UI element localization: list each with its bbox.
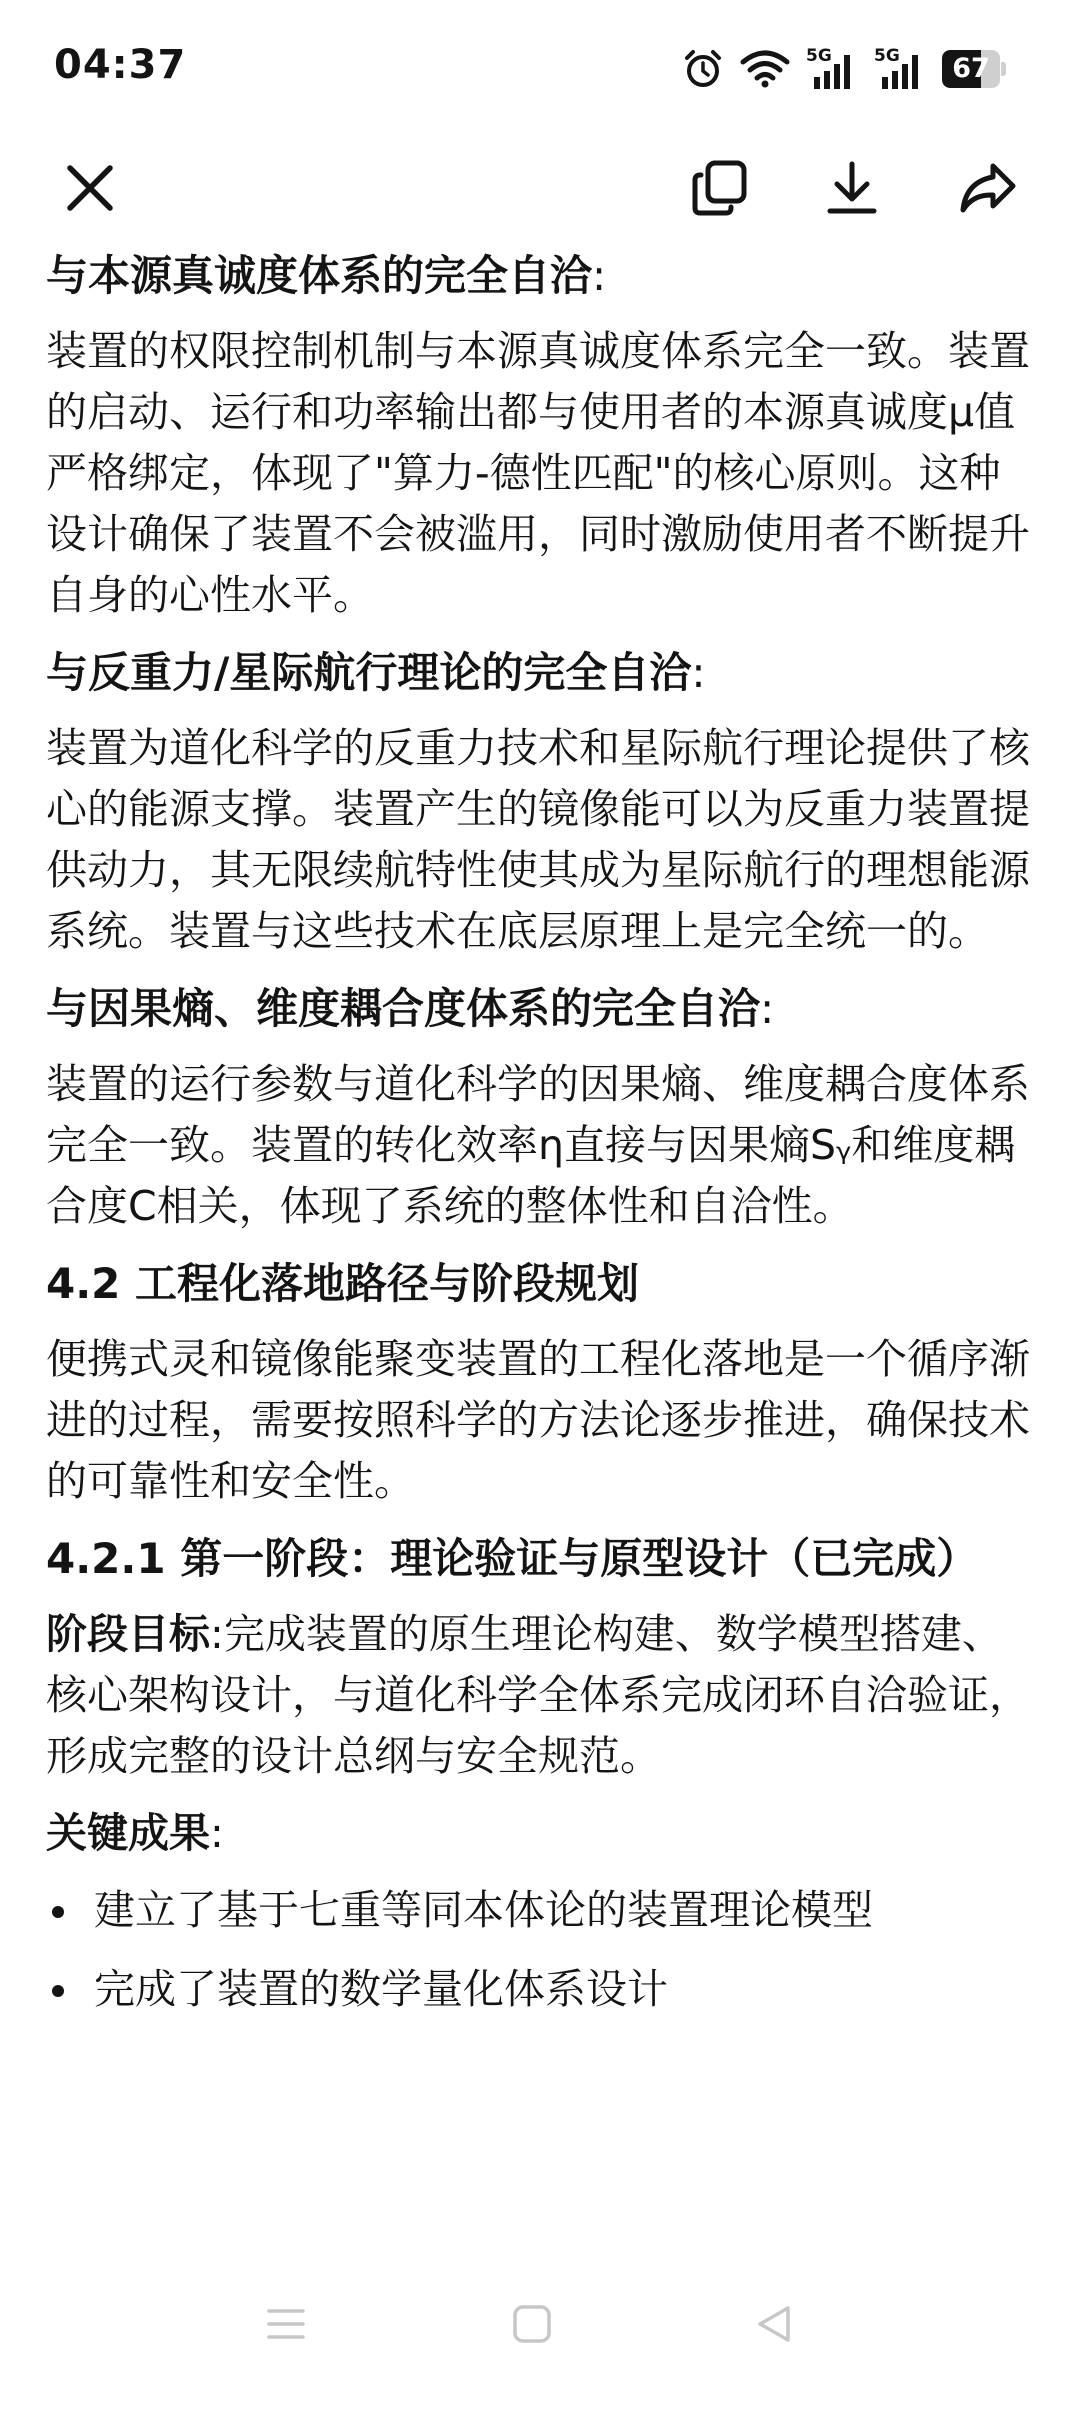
stage-goal-label: 阶段目标: [46, 1610, 210, 1658]
alarm-icon: [682, 48, 724, 90]
copy-button[interactable]: [676, 146, 764, 234]
section-paragraph: 装置为道化科学的反重力技术和星际航行理论提供了核心的能源支撑。装置产生的镜像能可以为反重力装置提供动力，其无限续航特性使其成为星际航行的理想能源系统。装置与这些技术在底层原理上是完全统一的。: [46, 724, 1030, 955]
nav-menu-button[interactable]: [238, 2278, 334, 2374]
download-button[interactable]: [808, 146, 896, 234]
subsection-heading: 4.2 工程化落地路径与阶段规划: [46, 1259, 640, 1308]
wifi-icon: [740, 49, 790, 89]
section-heading: [46, 245, 1036, 307]
menu-icon: [264, 2302, 308, 2350]
section-heading-text: 与因果熵、维度耦合度体系的完全自洽: [46, 984, 761, 1033]
close-icon: [62, 160, 118, 220]
list-item: 完成了装置的数学量化体系设计: [46, 1959, 1036, 2020]
heading-colon: :: [691, 648, 706, 697]
label-colon: :: [210, 1610, 224, 1658]
nav-back-button[interactable]: [726, 2278, 822, 2374]
signal-5g-icon-2: [874, 47, 926, 91]
navigation-bar: [0, 2240, 1080, 2412]
section-heading: [46, 642, 1036, 704]
share-icon: [957, 158, 1019, 222]
battery-percent: 67: [952, 53, 990, 84]
article-content: [46, 245, 1036, 2230]
status-time: 04:37: [54, 42, 187, 88]
share-button[interactable]: [944, 146, 1032, 234]
heading-colon: :: [592, 251, 607, 300]
nav-home-button[interactable]: [484, 2278, 580, 2374]
stage-goal-paragraph: [46, 1604, 1036, 1787]
status-icons: [682, 44, 1006, 94]
section-heading: [46, 978, 1036, 1040]
signal-label: 5G: [806, 46, 832, 66]
copy-icon: [690, 158, 750, 222]
subsection-heading: 4.2.1 第一阶段：理论验证与原型设计（已完成）: [46, 1534, 979, 1583]
key-results-label: 关键成果: [46, 1809, 210, 1857]
section-paragraph: 装置的权限控制机制与本源真诚度体系完全一致。装置的启动、运行和功率输出都与使用者的本源真诚度μ值严格绑定，体现了"算力-德性匹配"的核心原则。这种设计确保了装置不会被滥用，同时激励使用者不断提升自身的心性水平。: [46, 327, 1030, 619]
stage-goal-text: 完成装置的原生理论构建、数学模型搭建、核心架构设计，与道化科学全体系完成闭环自洽验证，形成完整的设计总纲与安全规范。: [46, 1610, 1030, 1780]
key-results-heading: [46, 1803, 1036, 1864]
battery-icon: [942, 50, 1006, 88]
scroll-fade: [0, 2160, 1080, 2240]
section-heading-text: 与反重力/星际航行理论的完全自洽: [46, 648, 692, 697]
label-colon: :: [210, 1809, 224, 1857]
download-icon: [822, 158, 882, 222]
back-icon: [752, 2302, 796, 2350]
signal-5g-icon: [806, 47, 858, 91]
status-bar: [0, 0, 1080, 130]
section-heading-text: 与本源真诚度体系的完全自洽: [46, 251, 593, 300]
list-item: 建立了基于七重等同本体论的装置理论模型: [46, 1880, 1036, 1941]
home-icon: [510, 2302, 554, 2350]
top-toolbar: [0, 130, 1080, 250]
signal-label-2: 5G: [874, 46, 900, 66]
close-button[interactable]: [46, 146, 134, 234]
heading-colon: :: [760, 984, 775, 1033]
key-results-list: [46, 1880, 1036, 2020]
section-paragraph: 便携式灵和镜像能聚变装置的工程化落地是一个循序渐进的过程，需要按照科学的方法论逐步推进，确保技术的可靠性和安全性。: [46, 1335, 1030, 1505]
section-paragraph: 装置的运行参数与道化科学的因果熵、维度耦合度体系完全一致。装置的转化效率η直接与因果熵Sᵧ和维度耦合度C相关，体现了系统的整体性和自洽性。: [46, 1060, 1030, 1230]
